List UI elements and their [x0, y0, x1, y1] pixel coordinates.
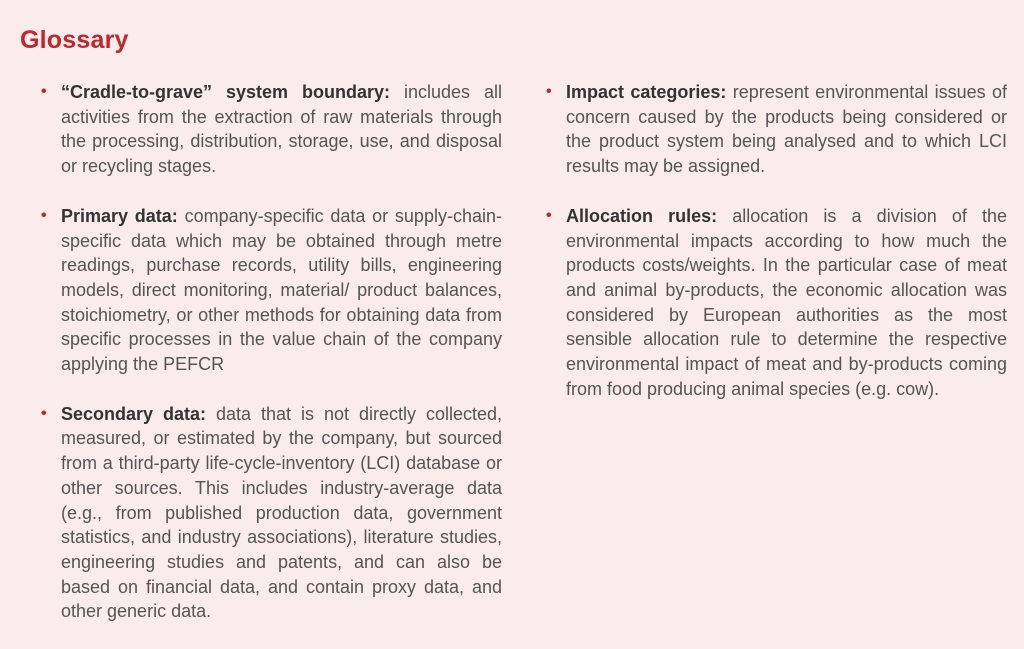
bullet-icon: •	[546, 206, 552, 224]
bullet-icon: •	[41, 404, 47, 422]
glossary-entry-cradle-to-grave	[40, 80, 502, 179]
glossary-definition: represent environmental issues of concern caused by the products being considered or the product system being analysed and to which LCI results may be assigned.	[566, 82, 1007, 177]
glossary-term: Impact categories:	[566, 82, 733, 102]
glossary-entry-secondary-data	[40, 402, 502, 624]
glossary-term: Allocation rules:	[566, 205, 733, 226]
bullet-icon: •	[41, 206, 47, 224]
glossary-column-right	[545, 80, 1007, 426]
glossary-entry-impact-categories	[545, 80, 1007, 179]
glossary-column-left	[40, 80, 502, 649]
page-title: Glossary	[20, 26, 129, 54]
glossary-entry-primary-data	[40, 204, 502, 377]
glossary-entry-allocation-rules	[545, 204, 1007, 402]
glossary-definition: company-specific data or supply-chain-specific data which may be obtained through metre readings, purchase records, utility bills, engineering models, direct monitoring, material/ product balances, stoichiometry, or other methods for obtaining data from specific processes in the value chain of the company applying the PEFCR	[61, 205, 502, 375]
bullet-icon: •	[546, 83, 552, 100]
glossary-term: Primary data:	[61, 205, 185, 226]
bullet-icon: •	[41, 83, 47, 100]
glossary-definition: includes all activities from the extraction of raw materials through the processing, distribution, storage, use, and disposal or recycling stages.	[61, 82, 502, 177]
glossary-definition: data that is not directly collected, measured, or estimated by the company, but sourced from a third-party life-cycle-inventory (LCI) database or other sources. This includes industry-average data (e.g., from published production data, government statistics, and industry associations), literature studies, engineering studies and patents, and can also be based on financial data, and contain proxy data, and other generic data.	[61, 403, 503, 622]
glossary-definition: allocation is a division of the environmental impacts according to how much the products costs/weights. In the particular case of meat and animal by-products, the economic allocation was considered by European authorities as the most sensible allocation rule to determine the respective environmental impact of meat and by-products coming from food producing animal species (e.g. cow).	[566, 205, 1007, 399]
glossary-term: “Cradle-to-grave” system boundary:	[61, 82, 404, 102]
glossary-term: Secondary data:	[61, 403, 216, 424]
